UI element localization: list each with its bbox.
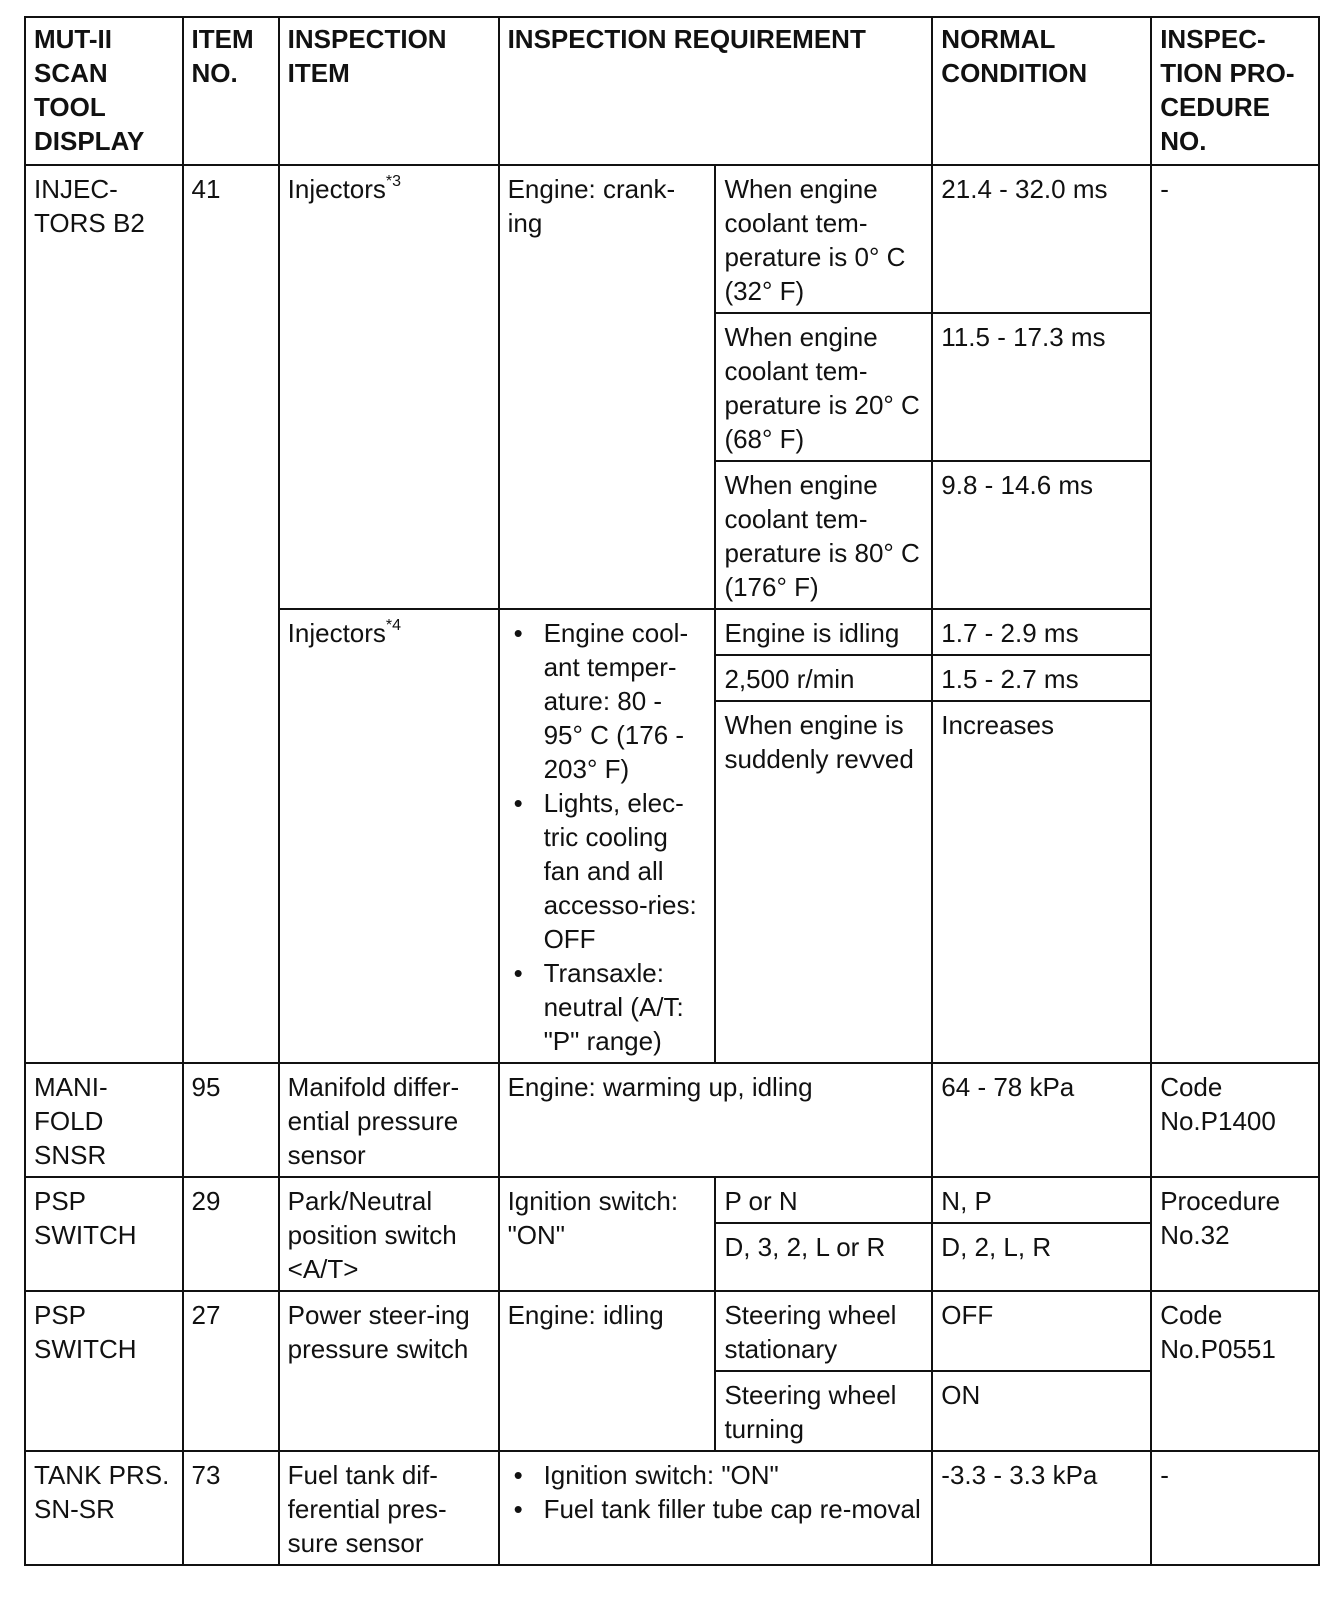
cell-requirement: Engine: idling (499, 1291, 716, 1451)
cell-normal-value: 21.4 - 32.0 ms (932, 165, 1151, 313)
cell-procedure: Code No.P0551 (1151, 1291, 1319, 1451)
header-item-no: ITEM NO. (183, 17, 279, 165)
cell-procedure: Procedure No.32 (1151, 1177, 1319, 1291)
list-item: • Fuel tank filler tube cap re-moval (544, 1492, 925, 1526)
table-row (25, 1291, 1319, 1371)
cell-item-no: 29 (183, 1177, 279, 1291)
cell-condition: Steering wheel turning (715, 1371, 932, 1451)
cell-display: PSP SWITCH (25, 1291, 183, 1451)
cell-display: INJEC-TORS B2 (25, 165, 183, 1063)
cell-normal-value: 9.8 - 14.6 ms (932, 461, 1151, 609)
cell-display: PSP SWITCH (25, 1177, 183, 1291)
cell-normal-value: D, 2, L, R (932, 1223, 1151, 1291)
cell-condition: When engine coolant tem-perature is 20° C (68° F) (715, 313, 932, 461)
cell-inspection-item: Fuel tank dif-ferential pres-sure sensor (279, 1451, 499, 1565)
list-item: • Transaxle: neutral (A/T: "P" range) (544, 956, 708, 1058)
cell-item-no: 95 (183, 1063, 279, 1177)
cell-display: TANK PRS. SN-SR (25, 1451, 183, 1565)
cell-condition: P or N (715, 1177, 932, 1223)
cell-condition: When engine is suddenly revved (715, 701, 932, 1063)
cell-condition: When engine coolant tem-perature is 80° C (176° F) (715, 461, 932, 609)
cell-normal-value: 11.5 - 17.3 ms (932, 313, 1151, 461)
cell-condition: When engine coolant tem-perature is 0° C (32° F) (715, 165, 932, 313)
table-row (25, 165, 1319, 313)
requirement-list (508, 1458, 925, 1526)
cell-normal-value: -3.3 - 3.3 kPa (932, 1451, 1151, 1565)
cell-procedure: - (1151, 165, 1319, 1063)
cell-requirement: Ignition switch: "ON" (499, 1177, 716, 1291)
cell-inspection-item: Park/Neutral position switch <A/T> (279, 1177, 499, 1291)
cell-inspection-item: Manifold differ-ential pressure sensor (279, 1063, 499, 1177)
cell-requirement (499, 1451, 933, 1565)
header-procedure-no: INSPEC-TION PRO-CEDURE NO. (1151, 17, 1319, 165)
cell-procedure: - (1151, 1451, 1319, 1565)
cell-condition: Engine is idling (715, 609, 932, 655)
inspection-table (24, 16, 1320, 1566)
cell-requirement: Engine: warming up, idling (499, 1063, 933, 1177)
list-item: • Engine cool-ant temper-ature: 80 - 95° C (176 - 203° F) (544, 616, 708, 786)
list-item: • Ignition switch: "ON" (544, 1458, 925, 1492)
cell-normal-value: OFF (932, 1291, 1151, 1371)
cell-inspection-item: Injectors$^{*3}$ (279, 165, 499, 609)
cell-procedure: Code No.P1400 (1151, 1063, 1319, 1177)
table-row (25, 1063, 1319, 1177)
cell-item-no: 73 (183, 1451, 279, 1565)
cell-normal-value: 1.7 - 2.9 ms (932, 609, 1151, 655)
header-normal-condition: NORMAL CONDITION (932, 17, 1151, 165)
cell-normal-value: Increases (932, 701, 1151, 1063)
header-inspection-requirement: INSPECTION REQUIREMENT (499, 17, 933, 165)
cell-normal-value: 64 - 78 kPa (932, 1063, 1151, 1177)
header-row (25, 17, 1319, 165)
header-inspection-item: INSPECTION ITEM (279, 17, 499, 165)
cell-item-no: 41 (183, 165, 279, 1063)
cell-condition: 2,500 r/min (715, 655, 932, 701)
cell-item-no: 27 (183, 1291, 279, 1451)
header-scan-tool: MUT-II SCAN TOOL DISPLAY (25, 17, 183, 165)
requirement-list (508, 616, 708, 1058)
cell-inspection-item: Power steer-ing pressure switch (279, 1291, 499, 1451)
cell-condition: D, 3, 2, L or R (715, 1223, 932, 1291)
cell-inspection-item: Injectors$^{*4}$ (279, 609, 499, 1063)
list-item: • Lights, elec-tric cooling fan and all accesso-ries: OFF (544, 786, 708, 956)
table-row (25, 1177, 1319, 1223)
cell-normal-value: N, P (932, 1177, 1151, 1223)
cell-condition: Steering wheel stationary (715, 1291, 932, 1371)
cell-normal-value: 1.5 - 2.7 ms (932, 655, 1151, 701)
cell-requirement: Engine: crank-ing (499, 165, 716, 609)
cell-normal-value: ON (932, 1371, 1151, 1451)
table-row (25, 1451, 1319, 1565)
cell-requirement (499, 609, 716, 1063)
cell-display: MANI-FOLD SNSR (25, 1063, 183, 1177)
